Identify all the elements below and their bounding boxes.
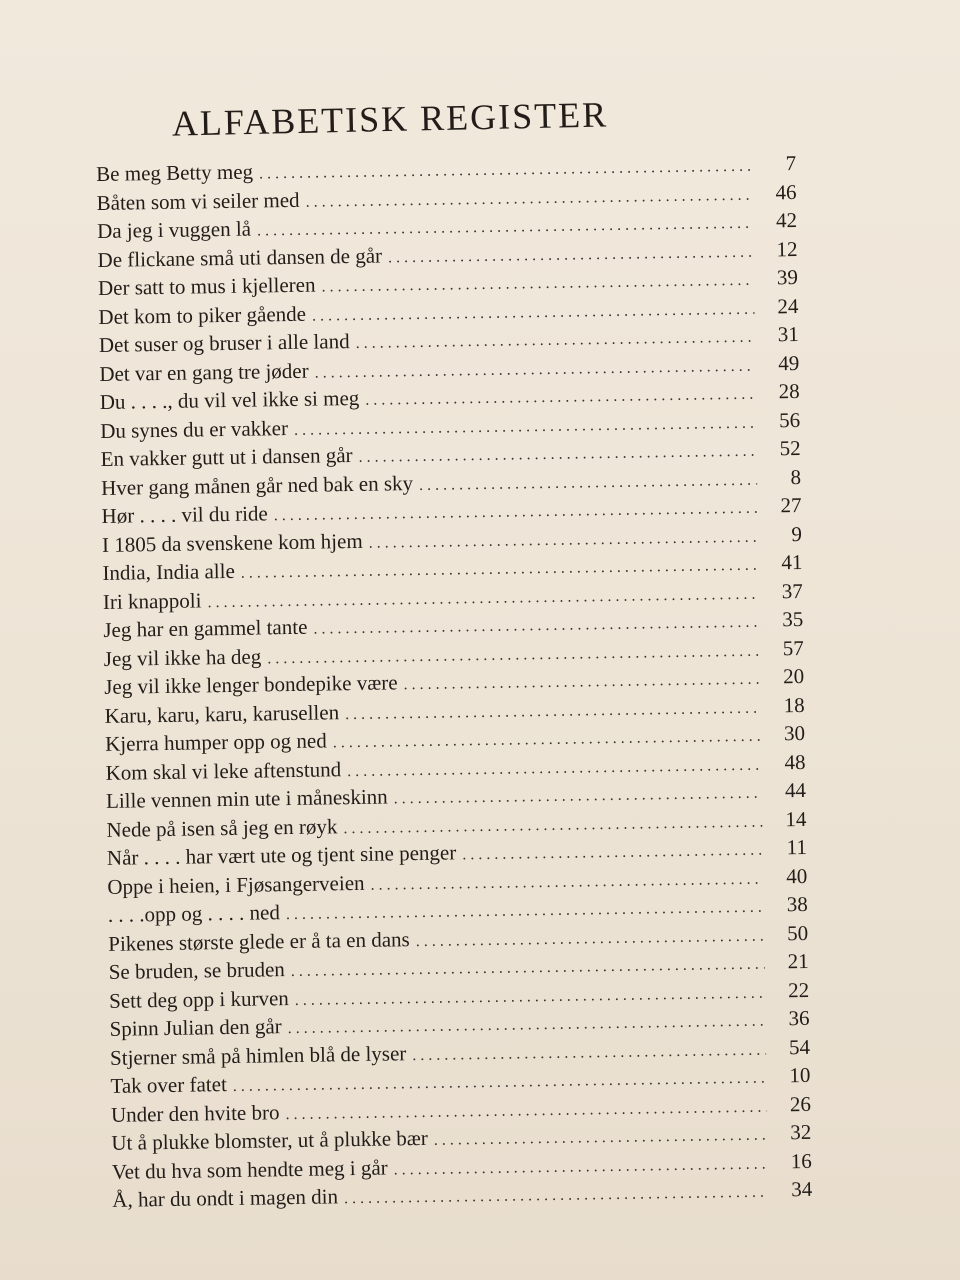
entry-title: Det suser og bruser i alle land <box>98 329 350 357</box>
entry-title: Ut å plukke blomster, ut å plukke bær <box>111 1125 428 1155</box>
entry-title: Det kom to piker gående <box>98 301 307 329</box>
entry-title: Der satt to mus i kjelleren <box>97 272 316 300</box>
entry-title: Vet du hva som hendte meg i går <box>111 1155 388 1184</box>
entry-page-number: 18 <box>783 692 805 717</box>
dot-leader <box>274 500 758 526</box>
dot-leader <box>343 813 762 838</box>
entry-page-number: 16 <box>790 1148 812 1173</box>
entry-title: Iri knappoli <box>102 587 202 614</box>
entry-title: Når . . . . har vært ute og tjent sine penger <box>106 840 457 870</box>
dot-leader <box>394 1155 768 1179</box>
dot-leader <box>288 1013 766 1039</box>
entry-page-number: 10 <box>789 1062 811 1088</box>
dot-leader <box>388 243 754 267</box>
entry-title: Båten som vi seiler med <box>96 187 300 215</box>
entry-page-number: 35 <box>782 606 804 632</box>
dot-leader <box>369 528 759 552</box>
dot-leader <box>315 357 756 382</box>
entry-page-number: 12 <box>776 236 798 261</box>
entry-title: Hør . . . . vil du ride <box>101 501 268 528</box>
entry-title: Jeg vil ikke ha deg <box>103 643 262 671</box>
entry-page-number: 36 <box>788 1005 810 1031</box>
dot-leader <box>394 785 763 809</box>
dot-leader <box>291 956 765 981</box>
entry-page-number: 54 <box>788 1034 811 1059</box>
entry-page-number: 39 <box>776 264 799 290</box>
entry-page-number: 21 <box>787 948 809 974</box>
entry-title: Du synes du er vakker <box>100 415 289 443</box>
dot-leader <box>403 671 760 695</box>
entry-title: Karu, karu, karu, karusellen <box>104 699 340 728</box>
entry-title: Du . . . ., du vil vel ikke si meg <box>99 385 360 414</box>
entry-title: Be meg Betty meg <box>96 159 254 186</box>
entry-page-number: 40 <box>786 863 808 888</box>
entry-title: Jeg har en gammel tante <box>103 614 308 642</box>
entry-page-number: 41 <box>781 549 803 575</box>
entry-title: Nede på isen så jeg en røyk <box>106 813 338 842</box>
dot-leader <box>305 186 752 211</box>
dot-leader <box>419 471 757 494</box>
dot-leader <box>347 756 762 781</box>
entry-page-number: 57 <box>782 635 804 660</box>
entry-title: Pikenes største glede er å ta en dans <box>108 926 410 956</box>
entry-page-number: 27 <box>780 492 802 518</box>
page-title: ALFABETISK REGISTER <box>171 94 609 144</box>
dot-leader <box>294 414 756 439</box>
entry-page-number: 8 <box>790 464 802 489</box>
entry-page-number: 34 <box>791 1176 813 1202</box>
entry-page-number: 49 <box>778 350 800 375</box>
entry-page-number: 22 <box>787 977 810 1002</box>
dot-leader <box>233 1070 767 1096</box>
index-list <box>96 151 812 1216</box>
entry-title: En vakker gutt ut i dansen går <box>100 443 353 471</box>
entry-page-number: 20 <box>782 663 805 689</box>
entry-title: I 1805 da svenskene kom hjem <box>101 528 363 557</box>
entry-page-number: 31 <box>777 321 799 347</box>
entry-page-number: 37 <box>781 578 804 603</box>
dot-leader <box>356 329 755 353</box>
entry-title: Jeg vil ikke lenger bondepike være <box>104 670 398 699</box>
entry-title: Spinn Julian den går <box>109 1014 282 1041</box>
entry-page-number: 28 <box>778 378 800 404</box>
entry-title: India, India alle <box>102 558 235 585</box>
entry-title: Tak over fatet <box>110 1072 228 1098</box>
entry-title: Se bruden, se bruden <box>108 957 286 984</box>
entry-page-number: 30 <box>783 720 806 746</box>
dot-leader <box>241 557 759 583</box>
dot-leader <box>285 1098 767 1124</box>
entry-page-number: 42 <box>775 207 798 233</box>
dot-leader <box>365 386 756 410</box>
dot-leader <box>345 699 761 724</box>
dot-leader <box>259 158 752 184</box>
dot-leader <box>312 300 755 325</box>
dot-leader <box>434 1127 768 1150</box>
dot-leader <box>295 984 766 1009</box>
entry-title: Hver gang månen går ned bak en sky <box>100 470 414 500</box>
dot-leader <box>358 443 756 467</box>
entry-page-number: 11 <box>786 834 808 860</box>
entry-page-number: 46 <box>775 179 797 204</box>
dot-leader <box>313 614 759 639</box>
entry-page-number: 38 <box>786 891 808 917</box>
entry-page-number: 50 <box>787 920 809 945</box>
dot-leader <box>344 1184 769 1209</box>
entry-title: Sett deg opp i kurven <box>108 985 289 1013</box>
entry-page-number: 56 <box>778 407 801 432</box>
entry-page-number: 9 <box>791 521 803 546</box>
dot-leader <box>286 899 764 925</box>
entry-title: Stjerner små på himlen blå de lyser <box>109 1040 407 1070</box>
entry-page-number: 48 <box>784 749 806 774</box>
entry-title: Å, har du ondt i magen din <box>112 1184 339 1212</box>
entry-page-number: 52 <box>779 435 801 461</box>
entry-title: Kjerra humper opp og ned <box>104 728 327 756</box>
entry-page-number: 44 <box>784 777 807 803</box>
dot-leader <box>267 642 760 668</box>
entry-title: . . . .opp og . . . . ned <box>107 900 281 927</box>
entry-page-number: 32 <box>790 1119 812 1145</box>
entry-page-number: 7 <box>785 151 797 176</box>
entry-title: Kom skal vi leke aftenstund <box>105 756 342 785</box>
entry-title: Oppe i heien, i Fjøsangerveien <box>107 870 365 899</box>
entry-title: De flickane små uti dansen de går <box>97 243 383 272</box>
entry-page-number: 24 <box>777 293 799 318</box>
entry-page-number: 26 <box>789 1091 812 1116</box>
dot-leader <box>321 272 754 297</box>
entry-title: Da jeg i vuggen lå <box>96 216 252 243</box>
dot-leader <box>462 842 763 865</box>
dot-leader <box>412 1041 766 1065</box>
dot-leader <box>333 728 762 753</box>
dot-leader <box>257 215 753 241</box>
entry-title: Under den hvite bro <box>110 1099 280 1127</box>
dot-leader <box>207 585 759 612</box>
dot-leader <box>370 870 763 894</box>
entry-title: Lille vennen min ute i måneskinn <box>105 784 388 813</box>
entry-title: Det var en gang tre jøder <box>99 358 309 386</box>
dot-leader <box>416 927 765 950</box>
entry-page-number: 14 <box>785 806 807 831</box>
